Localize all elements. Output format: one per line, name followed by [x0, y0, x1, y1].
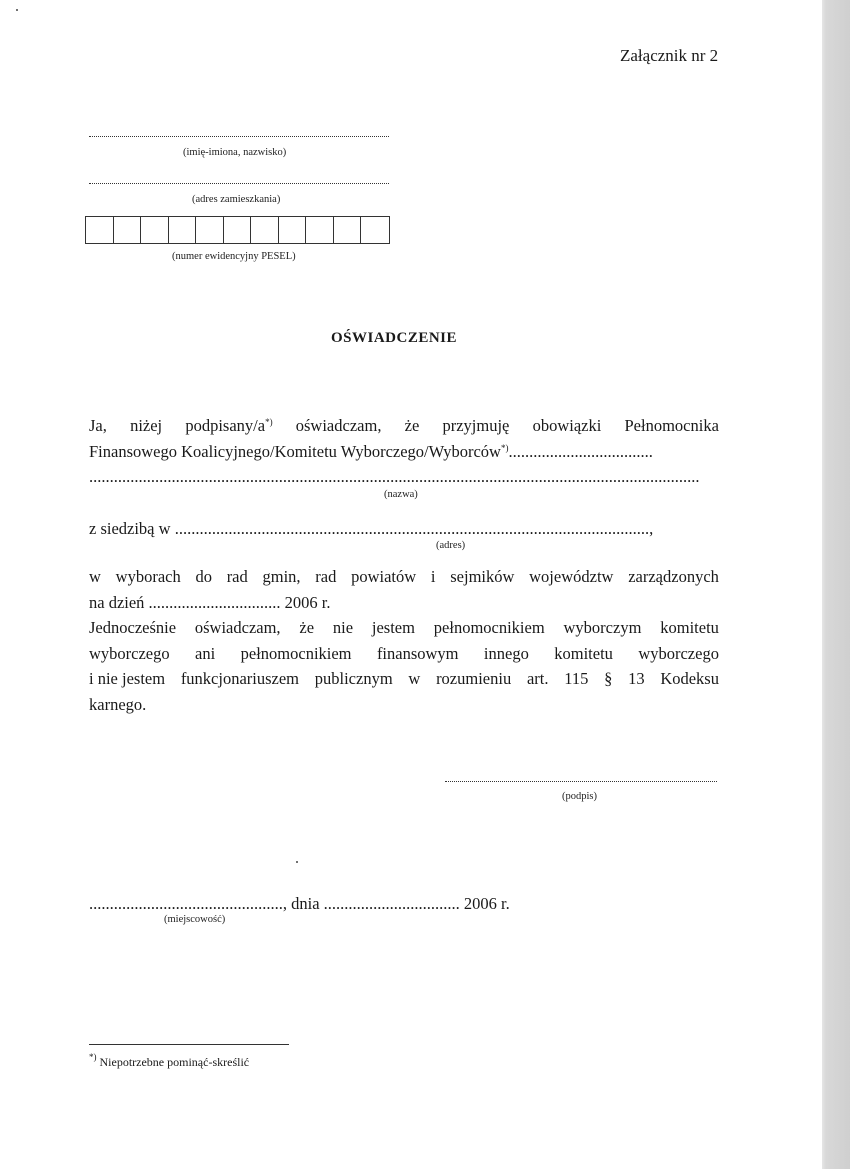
word: art.	[526, 669, 549, 688]
declaration-paragraph	[89, 413, 719, 490]
attachment-label: Załącznik nr 2	[620, 46, 719, 65]
paragraph-line	[89, 564, 719, 590]
pesel-digit-box	[141, 217, 169, 243]
committee-type-text: Finansowego Koalicyjnego/Komitetu Wyborczego/Wyborców*)...................................	[89, 441, 653, 461]
pesel-digit-box	[361, 217, 389, 243]
place-dots: ...............................................	[89, 894, 283, 913]
pesel-boxes	[85, 216, 390, 244]
scan-speck	[16, 9, 18, 11]
scan-edge-shadow	[822, 0, 850, 1169]
word: oświadczam,	[295, 416, 382, 435]
paragraph-line: karnego.	[89, 694, 147, 714]
word: wyborczego	[89, 643, 170, 663]
pesel-digit-box	[334, 217, 362, 243]
word: komitetu	[660, 618, 719, 637]
election-date-line: na dzień ................................ 2006 r.	[89, 592, 331, 612]
name-field-line	[89, 136, 389, 137]
word: pełnomocnikiem	[240, 643, 352, 663]
word: zarządzonych	[628, 567, 719, 586]
word: oświadczam,	[194, 618, 281, 637]
pesel-caption: (numer ewidencyjny PESEL)	[172, 251, 296, 262]
document-title: OŚWIADCZENIE	[331, 330, 458, 346]
paragraph-line	[89, 666, 719, 692]
entity-name-dots: ....................................................................................................................................................	[89, 467, 700, 486]
word: pełnomocnikiem	[433, 618, 545, 637]
word: wyborczego	[638, 643, 719, 663]
footnote-mark: *)	[500, 442, 509, 453]
word: rad	[315, 567, 337, 586]
pesel-digit-box	[224, 217, 252, 243]
place-caption: (miejscowość)	[164, 914, 226, 925]
word: że	[299, 618, 315, 637]
word: podpisany/a	[185, 416, 266, 435]
word: publicznym	[314, 669, 393, 688]
word: funkcjonariuszem	[180, 669, 300, 688]
word: finansowym	[376, 643, 459, 663]
word: §	[604, 669, 613, 688]
word: do	[195, 567, 212, 586]
word: Ja,	[89, 416, 107, 435]
additional-declaration-paragraph	[89, 615, 719, 717]
pesel-digit-box	[196, 217, 224, 243]
paragraph-line	[89, 413, 719, 439]
word: obowiązki	[532, 416, 602, 435]
place-date-line	[89, 894, 510, 914]
word: 115	[564, 669, 589, 688]
name-caption: (imię-imiona, nazwisko)	[183, 147, 287, 158]
word: ani	[195, 643, 216, 663]
word: województw	[529, 567, 614, 586]
word: sejmików	[450, 567, 515, 586]
signature-caption: (podpis)	[562, 791, 597, 802]
pesel-digit-box	[86, 217, 114, 243]
word: Jednocześnie	[89, 618, 177, 637]
paragraph-line	[89, 641, 719, 667]
word: w	[89, 567, 101, 586]
word: rozumieniu	[436, 669, 512, 688]
paragraph-line	[89, 439, 719, 465]
word-with-footmark	[185, 413, 272, 439]
word: i nie jestem	[89, 669, 166, 688]
entity-name-caption: (nazwa)	[384, 489, 418, 500]
footnote-text: Niepotrzebne pominąć-skreślić	[99, 1055, 250, 1069]
year-label: 2006 r.	[463, 894, 510, 913]
pesel-digit-box	[169, 217, 197, 243]
footnote	[89, 1052, 250, 1070]
word: Kodeksu	[660, 669, 719, 688]
word: że	[404, 416, 420, 435]
seat-dots: ...................................................................................................................,	[174, 519, 654, 538]
signature-line	[445, 781, 717, 782]
footnote-mark: *)	[265, 417, 273, 427]
pesel-digit-box	[251, 217, 279, 243]
pesel-digit-box	[114, 217, 142, 243]
address-caption: (adres zamieszkania)	[192, 194, 281, 205]
footnote-mark: *)	[89, 1052, 97, 1062]
pesel-digit-box	[279, 217, 307, 243]
paragraph-line	[89, 615, 719, 641]
word: jestem	[371, 618, 415, 637]
paragraph-line	[89, 590, 719, 616]
word: powiatów	[351, 567, 417, 586]
pesel-digit-box	[306, 217, 334, 243]
seat-line: z siedzibą w ...................................................................................................................,	[89, 519, 654, 538]
word: i	[430, 567, 436, 586]
word: gmin,	[262, 567, 301, 586]
scan-speck	[296, 861, 298, 863]
word: wyborczym	[563, 618, 642, 637]
word: Pełnomocnika	[624, 416, 719, 435]
word: wyborach	[115, 567, 181, 586]
election-paragraph	[89, 564, 719, 615]
word: 13	[628, 669, 645, 688]
word: rad	[226, 567, 248, 586]
date-dots: .................................	[323, 894, 460, 913]
footnote-rule	[89, 1044, 289, 1045]
word: innego	[483, 643, 529, 663]
word: przyjmuję	[442, 416, 510, 435]
seat-caption: (adres)	[436, 540, 466, 551]
address-field-line	[89, 183, 389, 184]
word: nie	[332, 618, 354, 637]
word: w	[408, 669, 421, 688]
word: komitetu	[554, 643, 613, 663]
word: niżej	[130, 416, 163, 435]
dnia-label: , dnia	[282, 894, 320, 913]
committee-dots: ...................................	[508, 441, 653, 461]
